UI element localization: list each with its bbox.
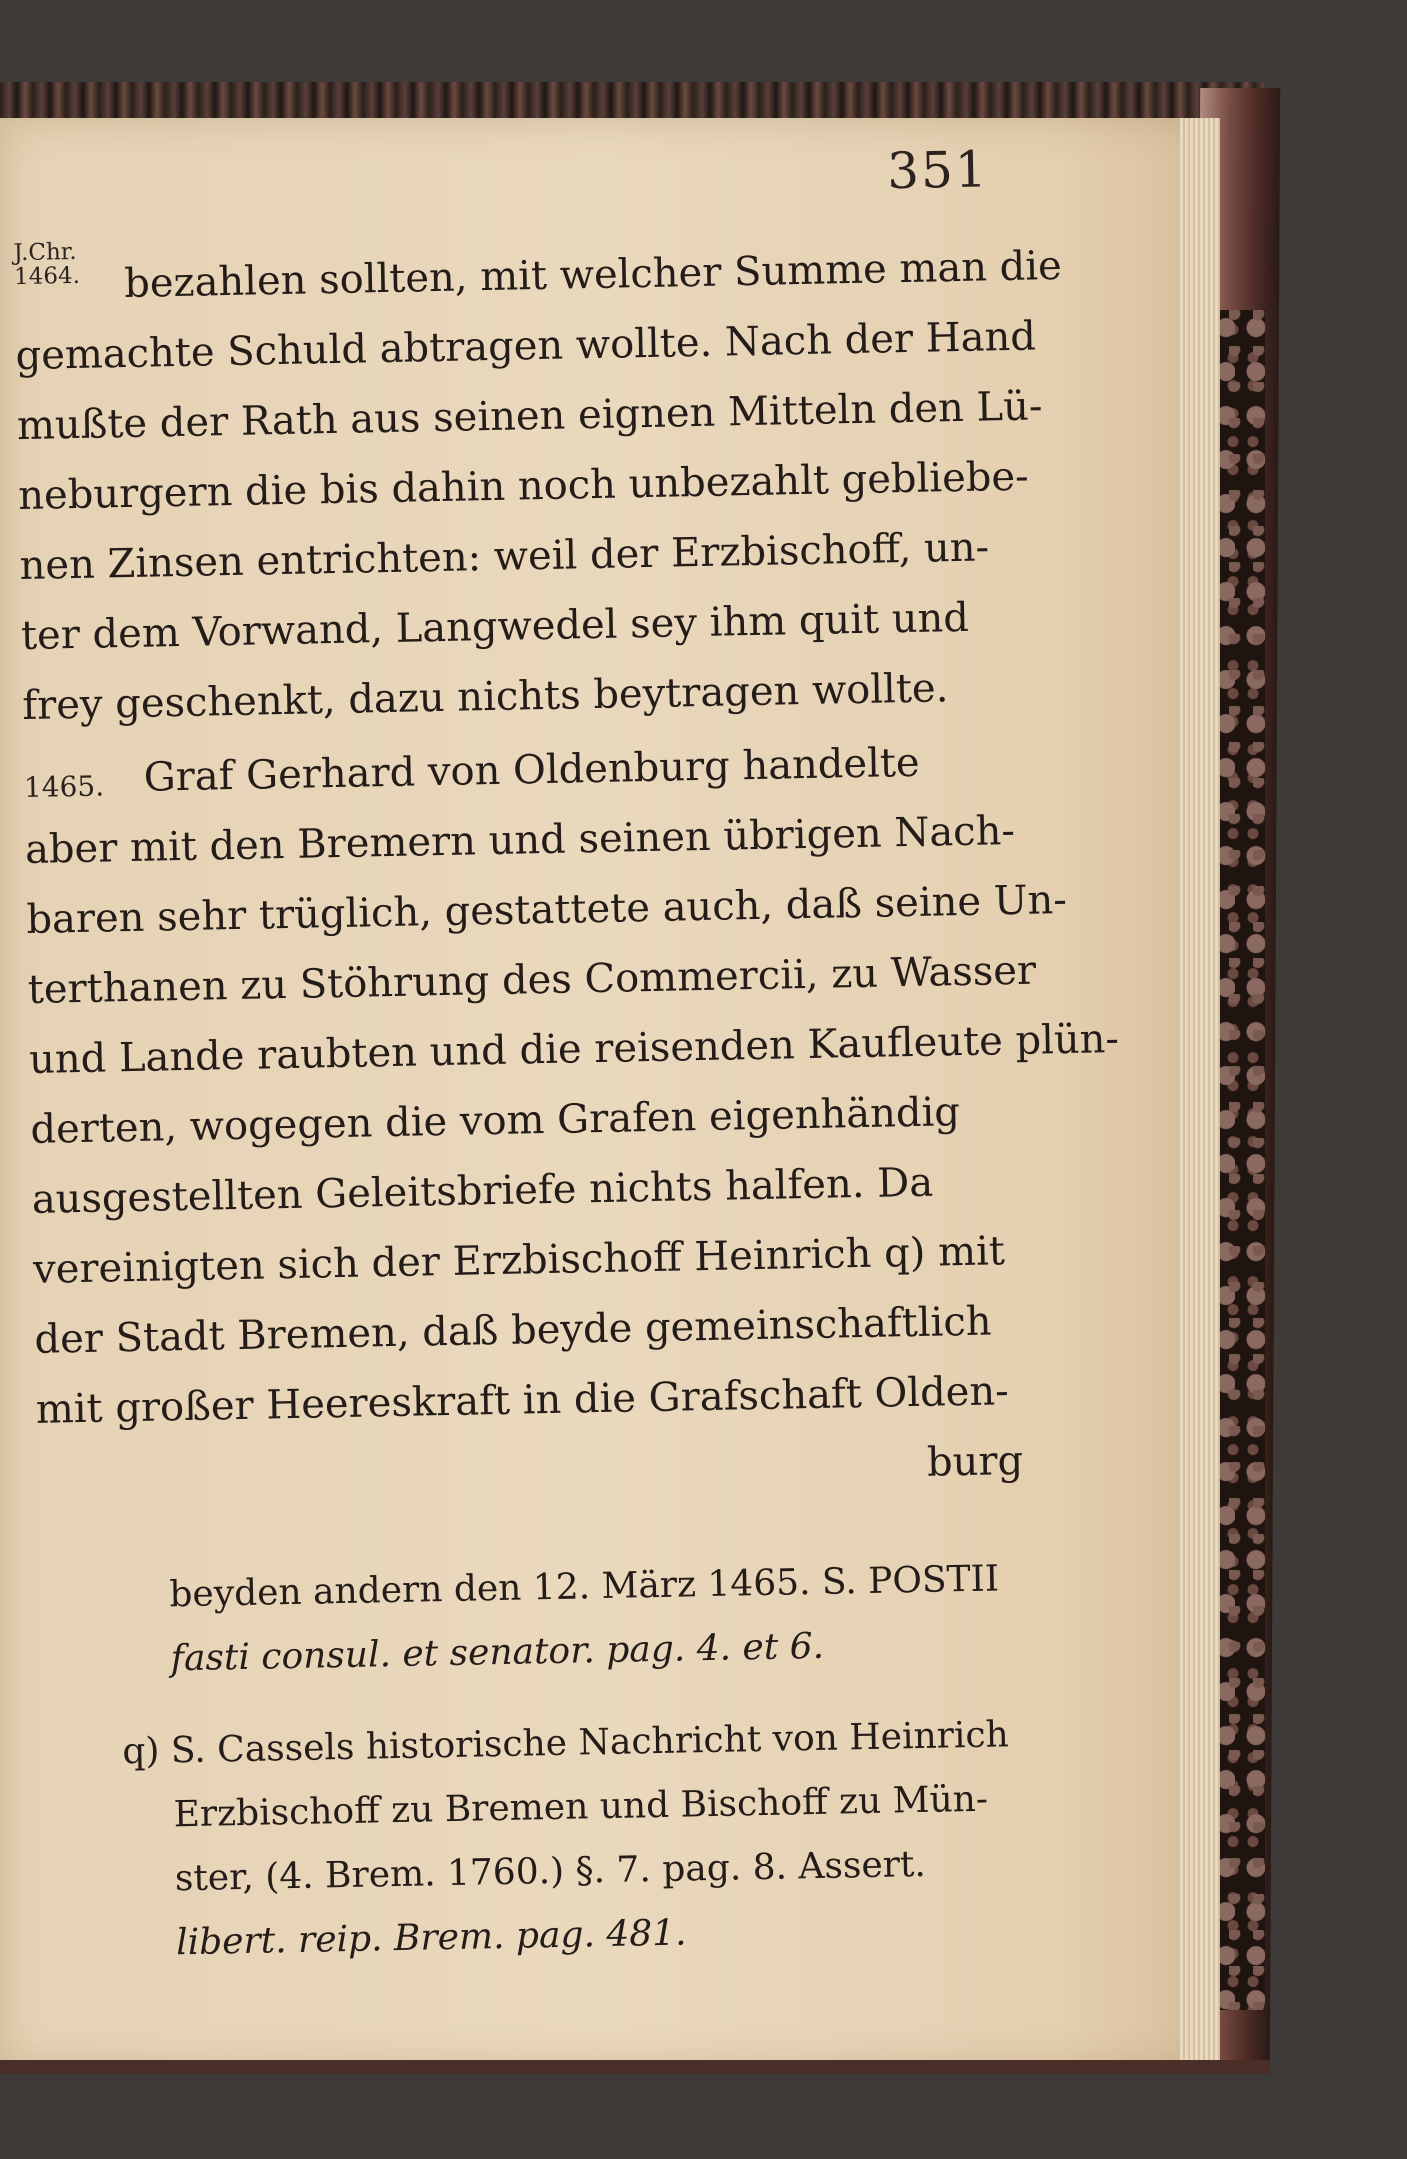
footnote-q-line-3: ster, (4. Brem. 1760.) §. 7. pag. 8. Assert. <box>174 1843 927 1900</box>
footnote-continued-line-1: beyden andern den 12. März 1465. S. POSTII <box>169 1558 1000 1616</box>
body-line-3: mußte der Rath aus seinen eignen Mitteln den Lü- <box>16 383 1043 450</box>
margin-year-1464: 1464. <box>13 262 81 291</box>
page-number: 351 <box>886 140 990 201</box>
catchword: burg <box>926 1437 1024 1486</box>
body-line-16: der Stadt Bremen, daß beyde gemeinschaftlich <box>34 1298 992 1363</box>
body-line-9: aber mit den Bremern und seinen übrigen Nach- <box>24 807 1016 873</box>
margin-year-label <box>13 240 80 290</box>
footnote-q-line-4: libert. reip. Brem. pag. 481. <box>175 1912 687 1964</box>
margin-year-1465: 1465. <box>23 769 105 804</box>
body-line-2: gemachte Schuld abtragen wollte. Nach der Hand <box>15 313 1037 380</box>
margin-era: J.Chr. <box>13 238 77 267</box>
body-line-17: mit großer Heereskraft in die Grafschaft Olden- <box>35 1368 1010 1433</box>
body-line-10: baren sehr trüglich, gestattete auch, daß seine Un- <box>25 877 1068 943</box>
footnote-q-line-1: q) S. Cassels historische Nachricht von Heinrich <box>122 1714 1010 1773</box>
body-line-13: derten, wogegen die vom Grafen eigenhändig <box>30 1089 961 1153</box>
body-line-8: Graf Gerhard von Oldenburg handelte <box>143 739 921 801</box>
body-line-4: neburgern die bis dahin noch unbezahlt gebliebe- <box>17 453 1029 520</box>
footnote-q-line-2: Erzbischoff zu Bremen und Bischoff zu Mün- <box>173 1778 989 1836</box>
body-line-1: bezahlen sollten, mit welcher Summe man die <box>123 242 1063 307</box>
body-line-6: ter dem Vorwand, Langwedel sey ihm quit und <box>20 594 970 660</box>
footnote-continued-line-2: fasti consul. et senator. pag. 4. et 6. <box>170 1625 825 1680</box>
body-line-5: nen Zinsen entrichten: weil der Erzbischoff, un- <box>19 524 990 590</box>
body-line-14: ausgestellten Geleitsbriefe nichts halfen. Da <box>31 1159 934 1223</box>
body-line-12: und Lande raubten und die reisenden Kaufleute plün- <box>28 1016 1120 1083</box>
body-line-7: frey geschenkt, dazu nichts beytragen wollte. <box>21 665 949 730</box>
body-line-15: vereinigten sich der Erzbischoff Heinrich q) mit <box>32 1228 1006 1293</box>
body-line-11: terthanen zu Stöhrung des Commercii, zu Wasser <box>27 947 1037 1013</box>
